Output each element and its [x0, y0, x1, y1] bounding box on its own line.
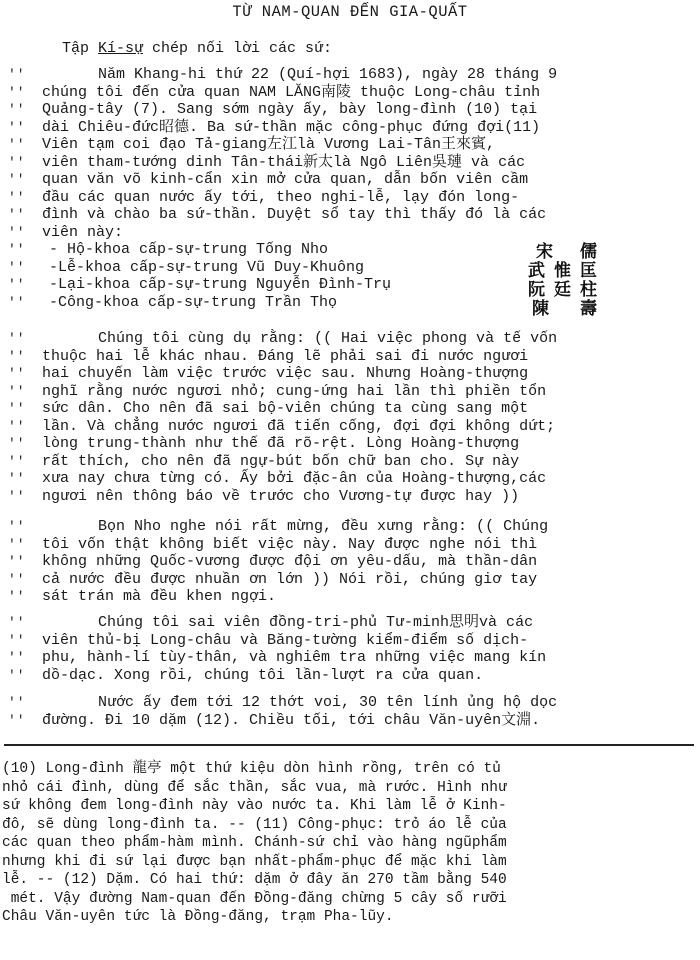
margin-mark: ''	[8, 224, 26, 240]
footnote-line: mét. Vậy đường Nam-quan đến Đồng-đăng chừng 5 cây số rưỡi	[2, 890, 507, 907]
footnote-line: nhỏ cái đình, dùng để sắc thần, sắc vua, mà rước. Hình như	[2, 779, 507, 796]
margin-mark: ''	[8, 366, 26, 381]
han-char: 武	[528, 261, 545, 281]
footnote-line: Châu Văn-uyên tức là Đồng-đăng, trạm Pha-lũy.	[2, 909, 394, 925]
text-line: dài Chiêu-đức昭德. Ba sứ-thần mặc công-phục đứng đợi(11)	[42, 118, 541, 136]
margin-mark: ''	[8, 172, 26, 187]
margin-mark: ''	[8, 589, 26, 604]
text-line: ngươi nên thông báo về trước cho Vương-tự được hay ))	[42, 487, 520, 505]
han-char: 柱	[580, 280, 597, 300]
margin-mark: ''	[8, 436, 26, 451]
margin-mark: ''	[8, 207, 26, 222]
text-line: Chúng tôi sai viên đồng-tri-phủ Tư-minh思明và các	[98, 614, 534, 631]
han-char: 儒	[580, 242, 597, 262]
footnote-line: các quan theo phẩm-hàm mình. Chánh-sứ chỉ vào hàng ngũphẩm	[2, 835, 507, 851]
margin-mark: ''	[8, 554, 26, 569]
han-char: 宋	[536, 242, 553, 262]
margin-mark: ''	[8, 453, 26, 469]
paragraph-3	[0, 518, 700, 606]
text-line: lần. Và chẳng nước ngươi đã tiến cống, đợi đợi không dứt;	[42, 417, 556, 435]
margin-mark: ''	[8, 331, 26, 346]
text-line: rất thích, cho nên đã ngự-bút bốn chữ ban cho. Sự này	[42, 452, 520, 470]
text-line: Nước ấy đem tới 12 thớt voi, 30 tên lính ủng hộ dọc	[98, 694, 558, 711]
margin-mark: ''	[8, 137, 26, 152]
margin-mark: ''	[8, 536, 26, 552]
margin-mark: ''	[8, 189, 26, 205]
margin-mark: ''	[8, 471, 26, 486]
official-item: -Lễ-khoa cấp-sự-trung Vũ Duy-Khuông	[40, 258, 365, 276]
text-line: đầu các quan nước ấy tới, theo nghi-lễ, lạy đón long-	[42, 188, 520, 206]
text-line: thuộc hai lễ khác nhau. Đáng lẽ phải sai đi nước ngươi	[42, 347, 529, 365]
official-item: - Hộ-khoa cấp-sự-trung Tống Nho	[40, 241, 329, 258]
margin-mark: ''	[8, 519, 26, 534]
margin-mark: ''	[8, 667, 26, 683]
han-char: 壽	[580, 299, 597, 319]
intro-line	[62, 40, 332, 58]
han-char: 廷	[554, 280, 571, 300]
margin-mark: ''	[8, 695, 26, 710]
footnote-line: lễ. -- (12) Dặm. Có hai thứ: dặm ở đây ăn 270 tầm bằng 540	[2, 872, 507, 888]
han-char: 陳	[532, 299, 549, 319]
official-item: -Công-khoa cấp-sự-trung Trần Thọ	[40, 293, 338, 311]
official-item: -Lại-khoa cấp-sự-trung Nguyễn Đình-Trụ	[40, 276, 392, 293]
text-line: chúng tôi đến cửa quan NAM LĂNG南陵 thuộc Long-châu tỉnh	[42, 83, 541, 101]
margin-mark: ''	[8, 84, 26, 100]
text-line: Bọn Nho nghe nói rất mừng, đều xưng rằng: (( Chúng	[98, 518, 549, 535]
text-line: lòng trung-thành như thế đã rõ-rệt. Lòng Hoàng-thượng	[42, 435, 520, 452]
margin-mark: ''	[8, 383, 26, 399]
text-line: Quảng-tây (7). Sang sớm ngày ấy, bày long-đình (10) tại	[42, 101, 538, 118]
footnote-line: (10) Long-đình 龍亭 một thứ kiệu dòn hình rồng, trên có tủ	[2, 761, 501, 777]
margin-mark: ''	[8, 119, 26, 135]
paragraph-5	[0, 694, 700, 729]
paragraph-4	[0, 614, 700, 684]
text-line: sức dân. Cho nên đã sai bộ-viên chúng ta cùng sang một	[42, 400, 529, 417]
text-line: xưa nay chưa từng có. Ấy bởi đặc-ân của Hoàng-thượng,các	[42, 470, 547, 487]
margin-mark: ''	[8, 154, 26, 170]
margin-mark: ''	[8, 242, 26, 257]
margin-mark: ''	[8, 615, 26, 630]
text-line: đình và chào ba sứ-thần. Duyệt sổ tay thì thấy đó là các	[42, 206, 547, 223]
text-line: Năm Khang-hi thứ 22 (Quí-hợi 1683), ngày 28 tháng 9	[98, 66, 558, 83]
margin-mark: ''	[8, 632, 26, 648]
han-char: 匡	[580, 261, 597, 281]
margin-mark: ''	[8, 650, 26, 665]
footnote-line: nhưng khi đi sứ lại được bạn nhất-phẩm-phục để mặc khi làm	[2, 853, 507, 870]
text-line: cả nước đều được nhuần ơn lớn )) Nói rồi, chúng giơ tay	[42, 570, 538, 588]
footnote-divider	[4, 744, 694, 746]
footnote-line: đô, sẽ dùng long-đình ta. -- (11) Công-phục: trỏ áo lễ của	[2, 816, 507, 833]
paragraph-2	[0, 330, 700, 505]
text-line: tôi vốn thật không biết việc này. Nay được nghe nói thì	[42, 535, 538, 553]
text-line: không những Quốc-vương được đội ơn yêu-dấu, mà thần-dân	[42, 553, 538, 570]
official-names-han	[528, 244, 618, 320]
text-line: nghĩ rằng nước ngươi nhỏ; cung-ứng hai lần thì phiền tổn	[42, 382, 547, 400]
page-title: TỪ NAM-QUAN ĐẾN GIA-QUẤT	[232, 3, 468, 21]
footnotes	[2, 760, 698, 927]
text-line: hai chuyến làm việc trước việc sau. Nhưng Hoàng-thượng	[42, 365, 529, 382]
text-line: viên thủ-bị Long-châu và Băng-tường kiểm-điểm số dịch-	[42, 631, 529, 649]
han-char: 阮	[528, 280, 545, 300]
margin-mark: ''	[8, 571, 26, 587]
margin-mark: ''	[8, 418, 26, 434]
intro-underlined-term: Kí-sự	[98, 40, 144, 57]
text-line: Chúng tôi cùng dụ rằng: (( Hai việc phong và tế vốn	[98, 330, 558, 347]
margin-mark: ''	[8, 259, 26, 275]
han-char: 惟	[554, 261, 571, 281]
intro-suffix: chép nối lời các sứ:	[143, 40, 333, 57]
text-line: phu, hành-lí tùy-thân, và nghiêm tra những việc mang kín	[42, 649, 547, 666]
margin-mark: ''	[8, 488, 26, 504]
margin-mark: ''	[8, 67, 26, 82]
text-line: đường. Đi 10 dặm (12). Chiều tối, tới châu Văn-uyên文淵.	[42, 711, 541, 729]
footnote-line: sứ không đem long-đình này vào nước ta. Khi làm lễ ở Kinh-	[2, 798, 507, 814]
text-line: quan văn võ kinh-cẩn xin mở cửa quan, dẫn bốn viên cầm	[42, 171, 529, 188]
margin-mark: ''	[8, 277, 26, 292]
text-line: Viên tạm coi đạo Tả-giang左江là Vương Lai-Tân王來賓,	[42, 136, 496, 153]
margin-mark: ''	[8, 294, 26, 310]
margin-mark: ''	[8, 102, 26, 117]
text-line: dồ-dạc. Xong rồi, chúng tôi lần-lượt ra cửa quan.	[42, 666, 484, 684]
text-line: viên này:	[42, 223, 124, 241]
margin-mark: ''	[8, 712, 26, 728]
text-line: viên tham-tướng dinh Tân-thái新太là Ngô Liên吳璉 và các	[42, 153, 526, 171]
margin-mark: ''	[8, 401, 26, 416]
margin-mark: ''	[8, 348, 26, 364]
text-line: sát trán mà đều khen ngợi.	[42, 588, 277, 605]
intro-prefix: Tập	[62, 40, 99, 57]
